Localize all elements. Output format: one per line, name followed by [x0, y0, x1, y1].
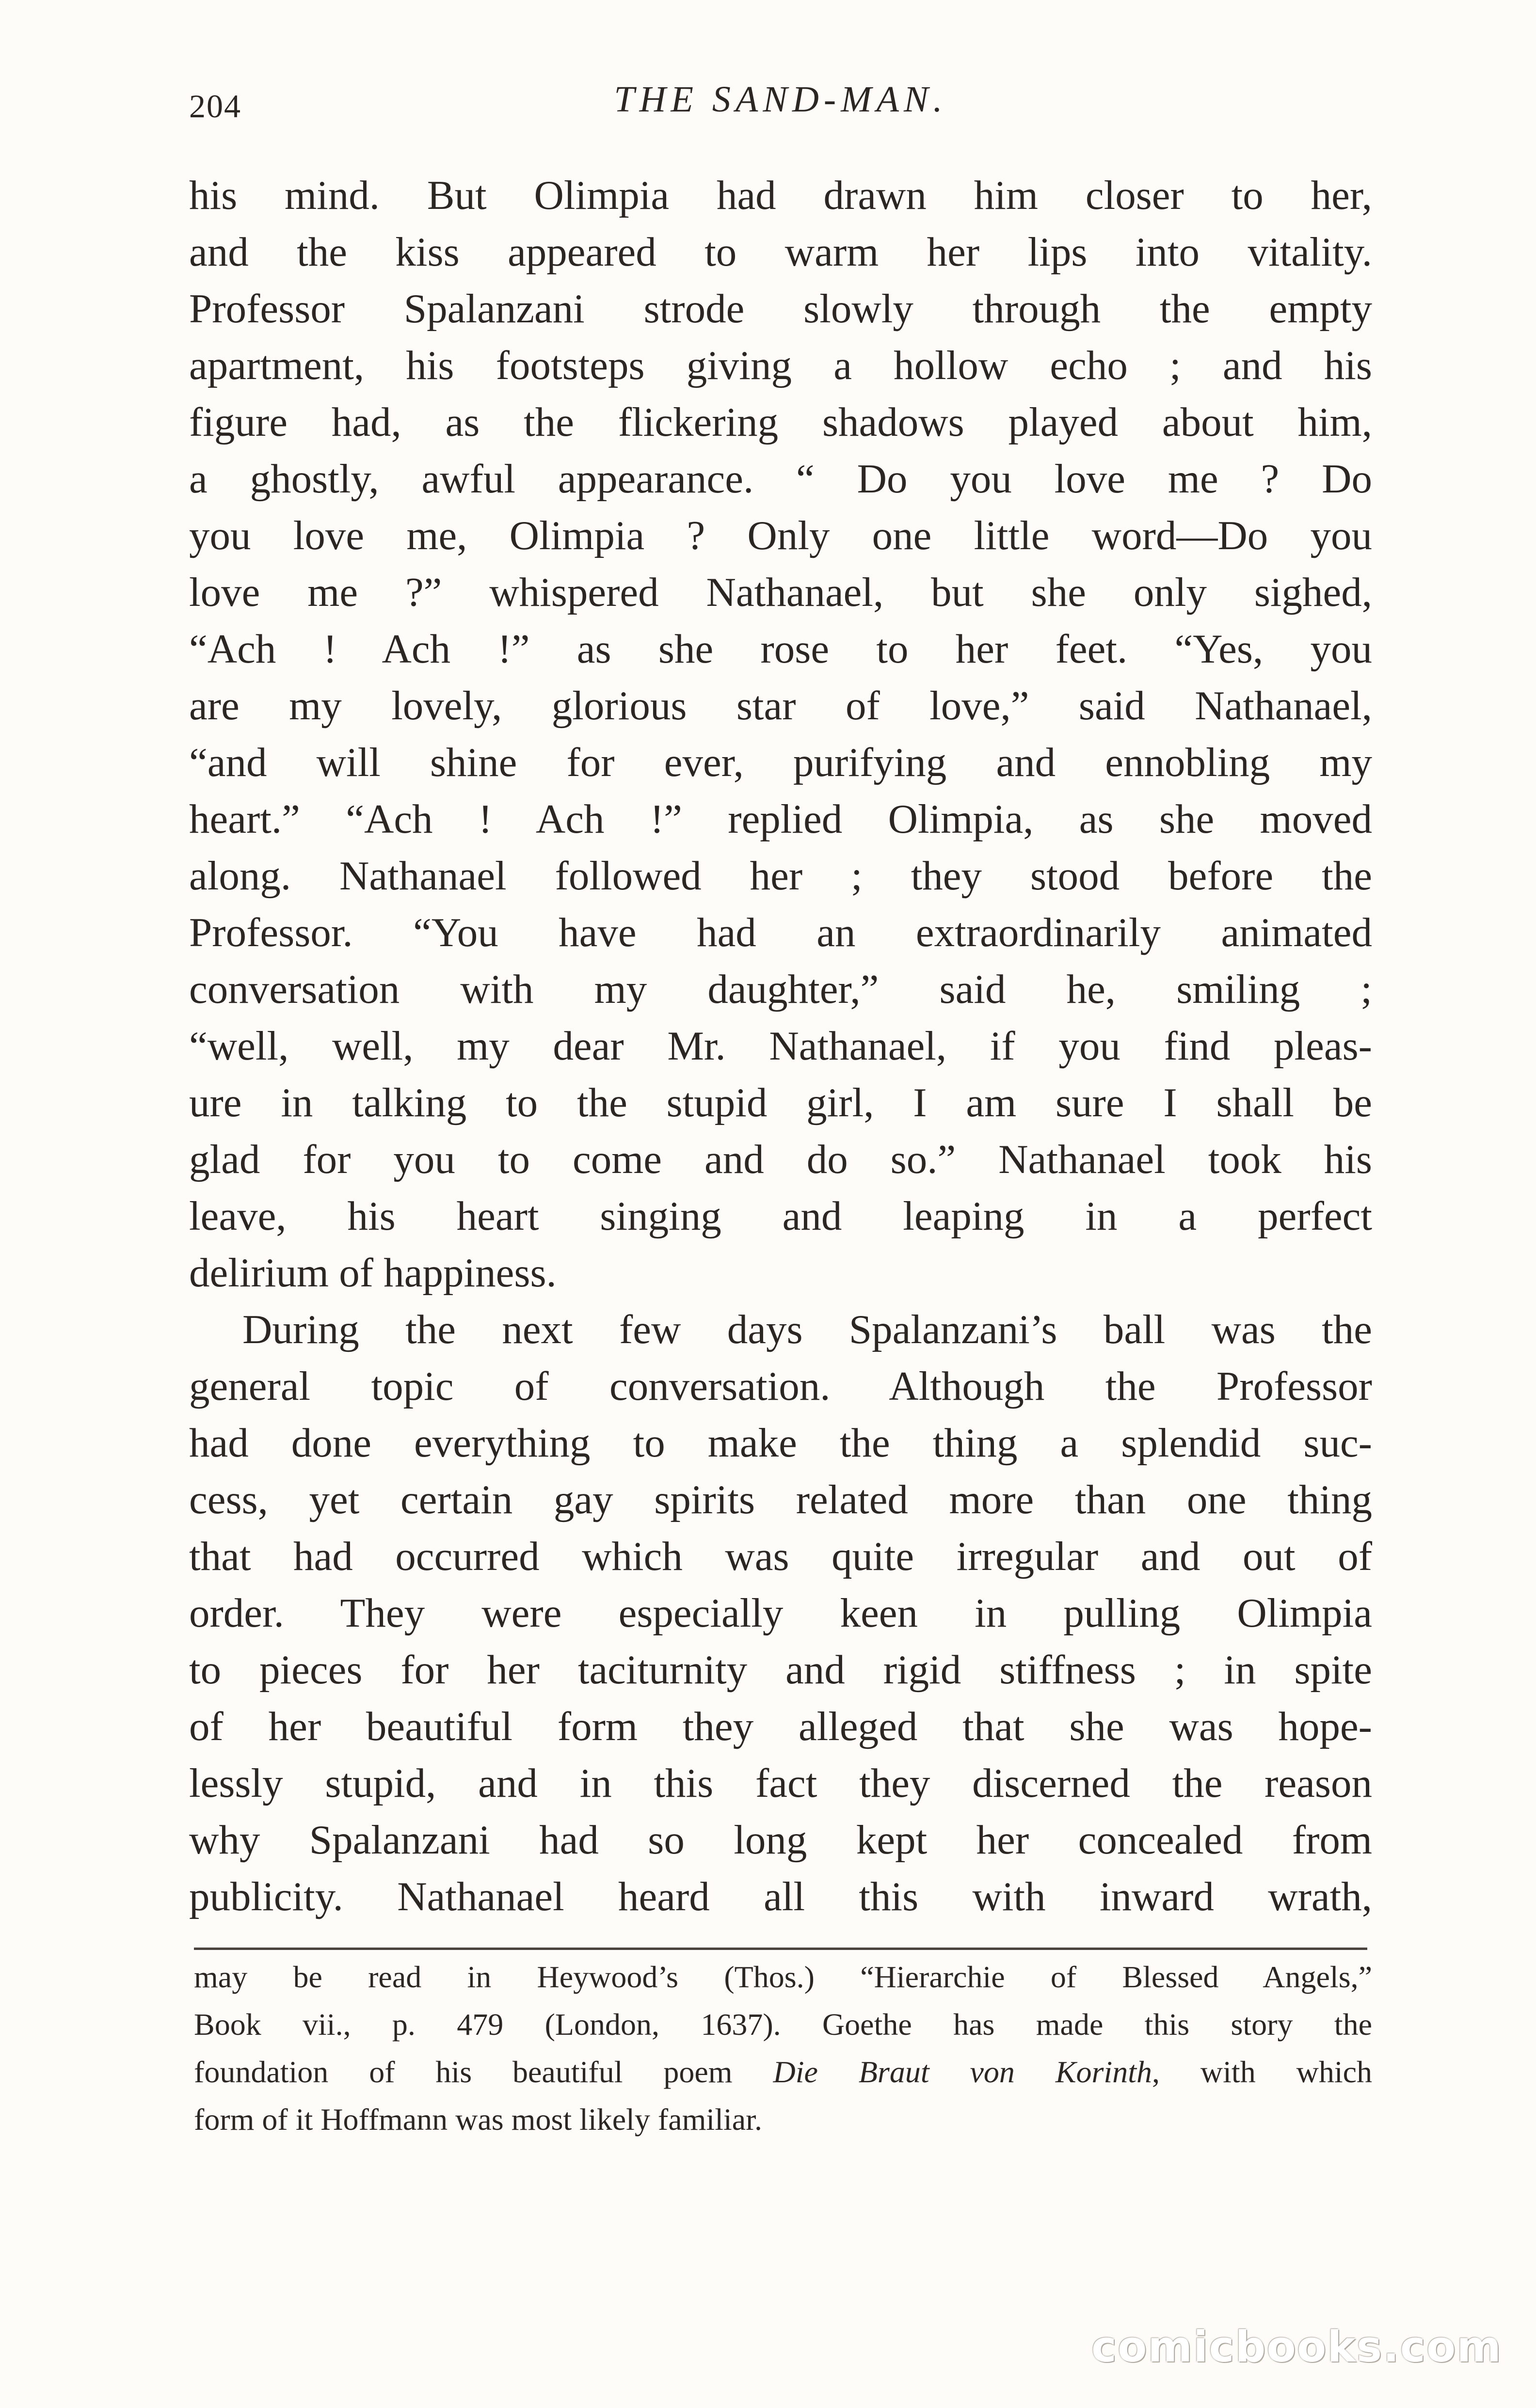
- text-line: along. Nathanael followed her ; they stood before the: [189, 853, 1372, 899]
- poem-title: Die Braut von Korinth: [773, 2055, 1152, 2089]
- text-line: “well, well, my dear Mr. Nathanael, if you find pleas-: [189, 1023, 1372, 1069]
- text-line: had done everything to make the thing a splendid suc-: [189, 1420, 1372, 1466]
- footnote-rule: [194, 1948, 1367, 1950]
- text-line: During the next few days Spalanzani’s ball was the: [242, 1307, 1372, 1352]
- running-head: [189, 73, 1372, 131]
- text-line: conversation with my daughter,” said he, smiling ;: [189, 966, 1372, 1012]
- footnote: [194, 1953, 1372, 2143]
- text-line: a ghostly, awful appearance. “ Do you love me ? Do: [189, 456, 1372, 502]
- text-line: figure had, as the flickering shadows played about him,: [189, 399, 1372, 445]
- text-line: you love me, Olimpia ? Only one little word—Do you: [189, 513, 1372, 558]
- text-line: Professor Spalanzani strode slowly through the empty: [189, 286, 1372, 332]
- text-line: that had occurred which was quite irregular and out of: [189, 1534, 1372, 1579]
- running-title: THE SAND-MAN.: [614, 79, 947, 120]
- text-line: to pieces for her taciturnity and rigid stiffness ; in spite: [189, 1647, 1372, 1693]
- text-line: why Spalanzani had so long kept her concealed from: [189, 1817, 1372, 1863]
- footnote-line: [194, 2048, 1372, 2096]
- page-number: 204: [189, 88, 241, 125]
- text-line: “and will shine for ever, purifying and ennobling my: [189, 740, 1372, 785]
- body-text: [189, 167, 1372, 1925]
- text-line: ure in talking to the stupid girl, I am sure I shall be: [189, 1080, 1372, 1125]
- text-line: order. They were especially keen in pulling Olimpia: [189, 1590, 1372, 1636]
- text-line: love me ?” whispered Nathanael, but she only sighed,: [189, 570, 1372, 615]
- text-line: of her beautiful form they alleged that she was hope-: [189, 1704, 1372, 1749]
- text-line: apartment, his footsteps giving a hollow echo ; and his: [189, 343, 1372, 388]
- watermark: comicbooks.com: [1091, 2322, 1502, 2372]
- footnote-text: , with which: [1152, 2055, 1373, 2089]
- text-line: are my lovely, glorious star of love,” said Nathanael,: [189, 683, 1372, 729]
- footnote-line: form of it Hoffmann was most likely familiar.: [194, 2102, 762, 2137]
- text-line: general topic of conversation. Although the Professor: [189, 1363, 1372, 1409]
- text-line: leave, his heart singing and leaping in a perfect: [189, 1193, 1372, 1239]
- text-line: publicity. Nathanael heard all this with inward wrath,: [189, 1874, 1372, 1919]
- text-line: cess, yet certain gay spirits related more than one thing: [189, 1477, 1372, 1522]
- text-line: “Ach ! Ach !” as she rose to her feet. “Yes, you: [189, 626, 1372, 672]
- text-line: glad for you to come and do so.” Nathanael took his: [189, 1137, 1372, 1182]
- text-line: heart.” “Ach ! Ach !” replied Olimpia, as she moved: [189, 796, 1372, 842]
- text-line: and the kiss appeared to warm her lips into vitality.: [189, 229, 1372, 275]
- text-line: his mind. But Olimpia had drawn him closer to her,: [189, 173, 1372, 218]
- text-line: Professor. “You have had an extraordinarily animated: [189, 910, 1372, 955]
- footnote-text: foundation of his beautiful poem: [194, 2055, 773, 2089]
- footnote-line: Book vii., p. 479 (London, 1637). Goethe has made this story the: [194, 2007, 1372, 2042]
- footnote-line: may be read in Heywood’s (Thos.) “Hierarchie of Blessed Angels,”: [194, 1960, 1372, 1994]
- text-line: delirium of happiness.: [189, 1250, 557, 1296]
- text-line: lessly stupid, and in this fact they discerned the reason: [189, 1760, 1372, 1806]
